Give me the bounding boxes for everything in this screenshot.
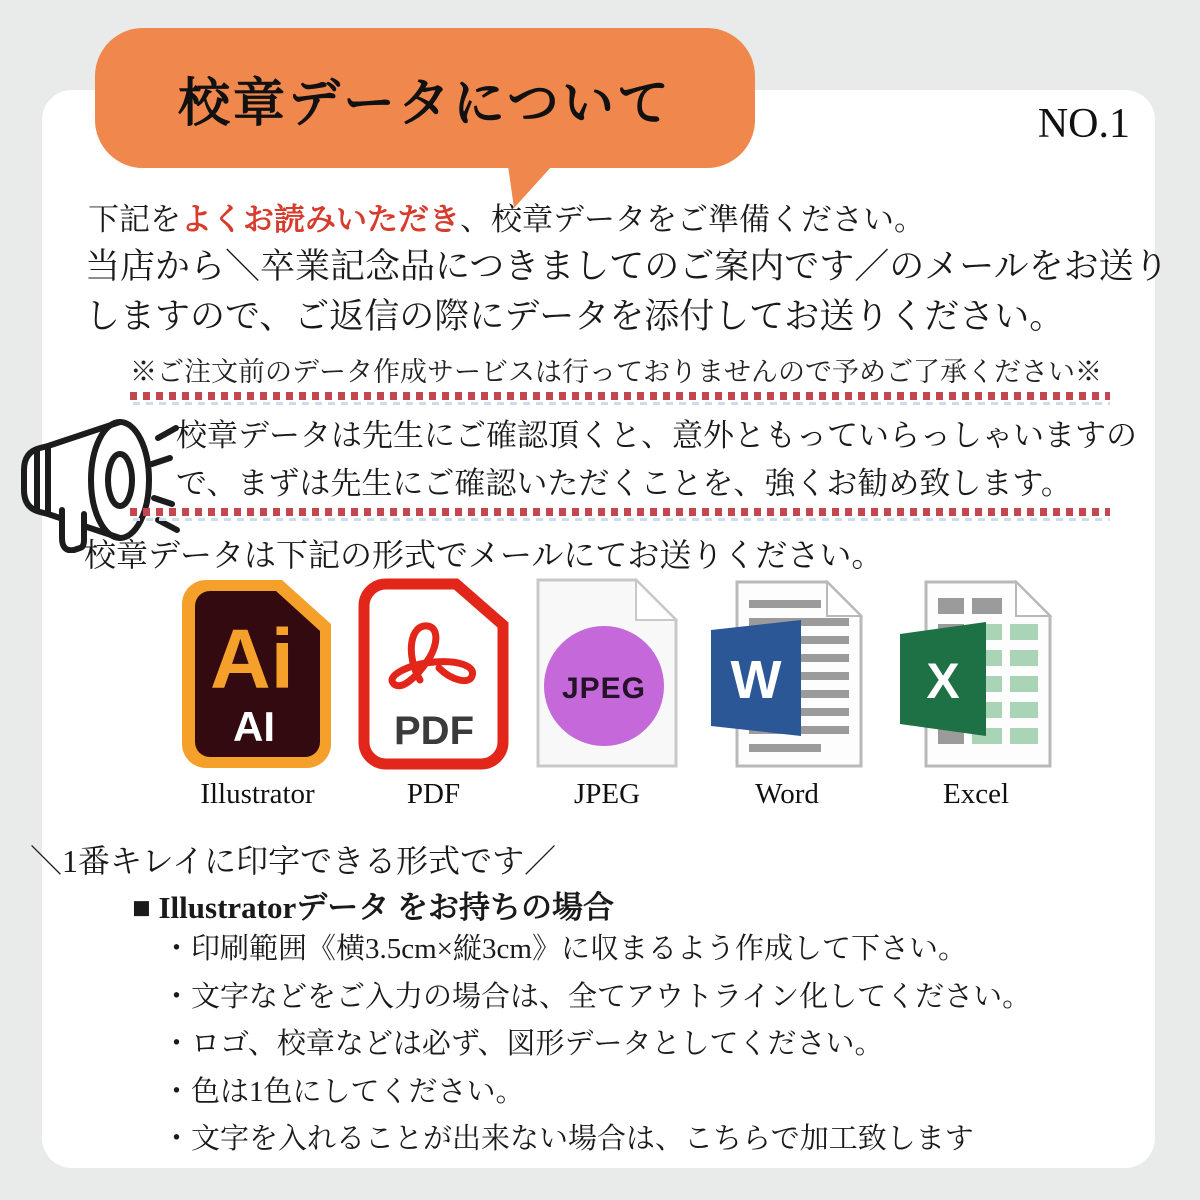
dotted-separator-bottom: [130, 508, 1110, 520]
intro-line-post: 、校章データをご準備ください。: [460, 202, 925, 237]
callout-text: [176, 412, 1137, 508]
intro-paragraph-line1: 当店から＼卒業記念品につきましてのご案内です／のメールをお送り: [85, 247, 1169, 286]
best-format-note: ＼1番キレイに印字できる形式です／: [30, 843, 557, 879]
ai-badge-text: Ai: [210, 612, 294, 706]
bullet-item: ・色は1色にしてください。: [162, 1075, 525, 1108]
callout-line1: 校章データは先生にご確認頂くと、意外ともっていらっしゃいますの: [176, 418, 1137, 453]
word-file-icon: [703, 576, 871, 772]
title-bubble: [95, 28, 755, 168]
format-label: PDF: [406, 778, 461, 810]
illustrator-section-heading: ■ Illustratorデータ をお持ちの場合: [132, 890, 614, 925]
jpeg-file-icon: [532, 576, 682, 772]
format-excel: [892, 576, 1060, 811]
intro-line-pre: 下記を: [88, 202, 181, 237]
format-label: Word: [755, 778, 819, 810]
dotted-blue-line: [133, 402, 1110, 405]
page-number: NO.1: [1037, 101, 1130, 147]
format-illustrator: [180, 576, 335, 811]
file-formats-row: [180, 576, 1060, 811]
format-jpeg: [532, 576, 682, 811]
format-pdf: [356, 576, 511, 811]
pdf-badge-text: PDF: [394, 709, 474, 753]
ai-sub-text: AI: [233, 703, 275, 750]
intro-paragraph-line2: しますので、ご返信の際にデータを添付してお送りください。: [85, 297, 1065, 336]
dotted-blue-line: [133, 518, 1110, 521]
jpeg-badge-text: JPEG: [561, 672, 647, 705]
format-label: JPEG: [573, 778, 641, 810]
illustrator-bullet-list: [162, 926, 1031, 1164]
formats-heading: 校章データは下記の形式でメールにてお送りください。: [84, 537, 884, 573]
pdf-file-icon: [356, 576, 511, 772]
dotted-red-line: [130, 508, 1110, 516]
bullet-item: ・文字を入れることが出来ない場合は、こちらで加工致します: [162, 1123, 974, 1155]
intro-line: [88, 194, 925, 239]
intro-note: ※ご注文前のデータ作成サービスは行っておりませんので予めご了承ください※: [130, 357, 1102, 387]
bullet-item: ・文字などをご入力の場合は、全てアウトライン化してください。: [162, 980, 1032, 1013]
bullet-item: ・印刷範囲《横3.5cm×縦3cm》に収まるよう作成して下さい。: [162, 933, 967, 965]
bullet-item: ・ロゴ、校章などは必ず、図形データとしてください。: [162, 1028, 884, 1060]
dotted-red-line: [130, 392, 1110, 400]
callout-line2: で、まずは先生にご確認いただくことを、強くお勧め致します。: [176, 466, 1072, 501]
format-label: Illustrator: [200, 778, 315, 810]
excel-file-icon: [892, 576, 1060, 772]
format-word: [703, 576, 871, 811]
illustrator-file-icon: [180, 576, 335, 772]
word-badge-text: W: [730, 650, 782, 710]
intro-line-highlight: よくお読みいただき: [181, 202, 460, 237]
intro-paragraph: [85, 242, 1169, 342]
excel-badge-text: X: [926, 653, 960, 709]
page-title: 校章データについて: [178, 75, 672, 133]
format-label: Excel: [942, 778, 1009, 810]
dotted-separator-top: [130, 392, 1110, 404]
